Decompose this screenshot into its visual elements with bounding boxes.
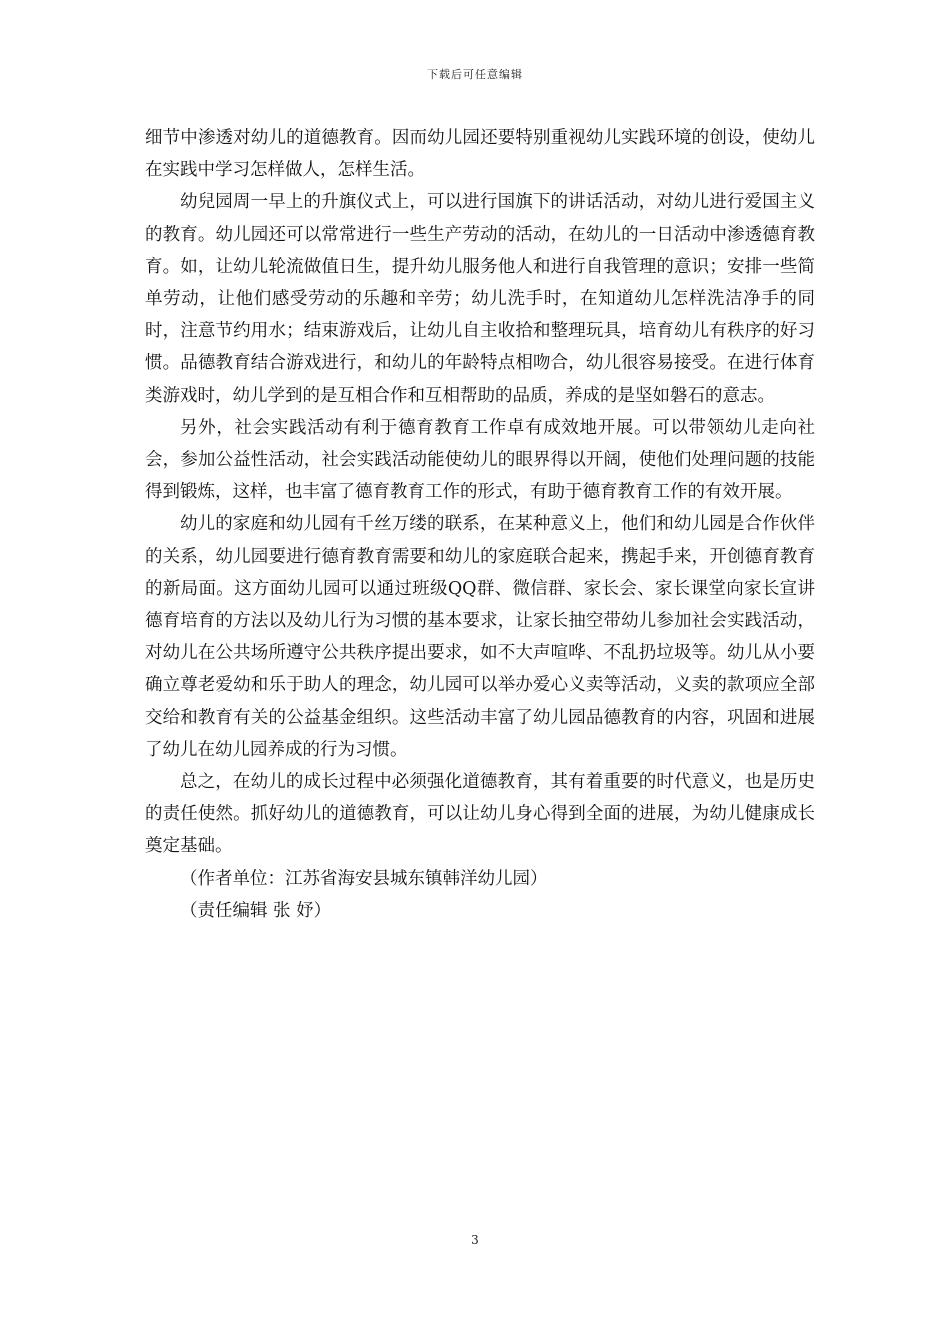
paragraph-flag-ceremony: 幼兒园周一早上的升旗仪式上，可以进行国旗下的讲话活动，对幼儿进行爱国主义的教育。幼儿园还可以常常进行一些生产劳动的活动，在幼儿的一日活动中渗透德育教育。如，让幼儿轮流做值日生，提升幼儿服务他人和进行自我管理的意识；安排一些简单劳动，让他们感受劳动的乐趣和辛劳；幼儿洗手时，在知道幼儿怎样洗洁净手的同时，注意节约用水；结束游戏后，让幼儿自主收拾和整理玩具，培育幼儿有秩序的好习惯。品德教育结合游戏进行，和幼儿的年龄特点相吻合，幼儿很容易接受。在进行体育类游戏时，幼儿学到的是互相合作和互相帮助的品质，养成的是坚如磐石的意志。 bbox=[145, 192, 815, 406]
paragraph-social-practice: 另外，社会实践活动有利于德育教育工作卓有成效地开展。可以带领幼儿走向社会，参加公益性活动，社会实践活动能使幼儿的眼界得以开阔，使他们处理问题的技能得到锻炼，这样，也丰富了德育教育工作的形式，有助于德育教育工作的有效开展。 bbox=[145, 417, 815, 503]
page-header: 下载后可任意编辑 bbox=[427, 68, 523, 81]
responsible-editor: （责任编辑 张 妤） bbox=[180, 900, 332, 921]
paragraph-family-cooperation: 幼儿的家庭和幼儿园有千丝万缕的联系，在某种意义上，他们和幼儿园是合作伙伴的关系，幼儿园要进行德育教育需要和幼儿的家庭联合起来，携起手来，开创德育教育的新局面。这方面幼儿园可以通过班级QQ群、微信群、家长会、家长课堂向家长宣讲德育培育的方法以及幼儿行为习惯的基本要求，让家长抽空带幼儿参加社会实践活动，对幼儿在公共场所遵守公共秩序提出要求，如不大声喧哗、不乱扔垃圾等。幼儿从小要确立尊老爱幼和乐于助人的理念，幼儿园可以举办爱心义卖等活动，义卖的款项应全部交给和教育有关的公益基金组织。这些活动丰富了幼儿园品德教育的内容，巩固和进展了幼儿在幼儿园养成的行为习惯。 bbox=[145, 514, 815, 760]
document-body bbox=[145, 122, 815, 927]
paragraph-conclusion: 总之，在幼儿的成长过程中必须强化道德教育，其有着重要的时代意义，也是历史的责任使然。抓好幼儿的道德教育，可以让幼儿身心得到全面的进展，为幼儿健康成长奠定基础。 bbox=[145, 772, 815, 857]
author-affiliation: （作者单位：江苏省海安县城东镇韩洋幼儿园） bbox=[180, 868, 548, 889]
page-number: 3 bbox=[471, 1233, 479, 1247]
paragraph-continuation: 细节中渗透对幼儿的道德教育。因而幼儿园还要特别重视幼儿实践环境的创设，使幼儿在实践中学习怎样做人，怎样生活。 bbox=[145, 128, 815, 181]
